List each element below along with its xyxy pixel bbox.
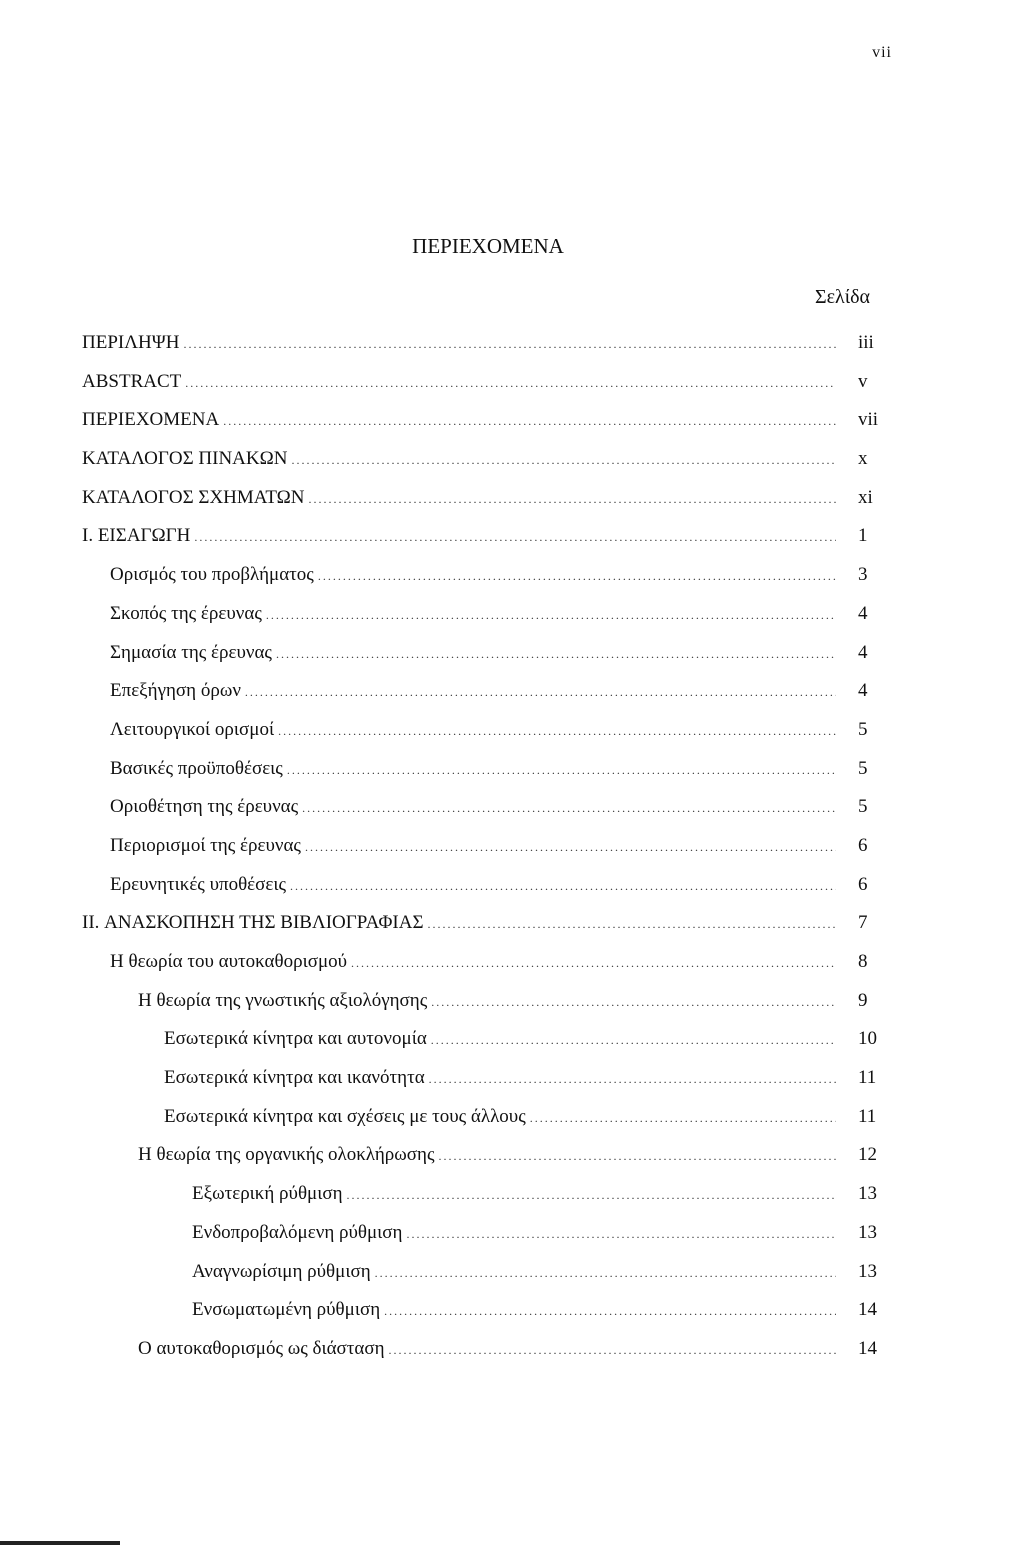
dot-leader (530, 1112, 836, 1124)
toc-entry-row (82, 525, 914, 547)
toc-entry-page: 4 (858, 680, 868, 702)
toc-entry (0, 595, 1024, 634)
toc-entry-row (138, 1338, 914, 1360)
toc-entry (0, 1020, 1024, 1059)
dot-leader (245, 686, 836, 698)
toc-entry (0, 711, 1024, 750)
toc-entry-title: ΚΑΤΑΛΟΓΟΣ ΣΧΗΜΑΤΩΝ (82, 486, 305, 508)
toc-entry-page: 5 (858, 796, 868, 818)
toc-entry (0, 634, 1024, 673)
toc-entry-page: 11 (858, 1067, 877, 1089)
toc-entry-page: 4 (858, 602, 868, 624)
toc-entry-row (164, 1106, 914, 1128)
toc-entry-page: 14 (858, 1337, 877, 1359)
toc-entry-title: I. ΕΙΣΑΓΩΓΗ (82, 525, 191, 547)
toc-entry (0, 982, 1024, 1021)
toc-entry-page: 9 (858, 989, 868, 1011)
page-title-text: ΠΕΡΙΕΧΟΜΕΝΑ (412, 234, 564, 258)
toc-entry-row (138, 1144, 914, 1166)
toc-entry-row (164, 1028, 914, 1050)
toc-entry (0, 324, 1024, 363)
toc-entry-page: 4 (858, 641, 868, 663)
toc-entry (0, 440, 1024, 479)
toc-entry-page: 3 (858, 564, 868, 586)
toc-entry-title: Βασικές προϋποθέσεις (110, 757, 283, 779)
toc-entry (0, 401, 1024, 440)
toc-entry-title: Εσωτερικά κίνητρα και αυτονομία (164, 1028, 427, 1050)
dot-leader (266, 609, 836, 621)
toc-entry-page: 6 (858, 873, 868, 895)
toc-entry-row (110, 680, 914, 702)
dot-leader (431, 996, 836, 1008)
toc-entry-title: Ερευνητικές υποθέσεις (110, 873, 287, 895)
toc-entry-page: xi (858, 486, 873, 508)
toc-entry-title: ΠΕΡΙΕΧΟΜΕΝΑ (82, 409, 220, 431)
toc-entry-page: x (858, 448, 868, 470)
dot-leader (278, 725, 836, 737)
toc-entry-row (82, 409, 914, 431)
toc-entry-title: Επεξήγηση όρων (110, 680, 241, 702)
toc-entry (0, 363, 1024, 402)
toc-entry-title: ABSTRACT (82, 370, 182, 392)
toc-entry-page: 12 (858, 1144, 877, 1166)
bottom-edge-line (0, 1541, 120, 1545)
toc-entry-page: 10 (858, 1028, 877, 1050)
toc-entry-title: Σημασία της έρευνας (110, 641, 272, 663)
toc-entry-title: II. ΑΝΑΣΚΟΠΗΣΗ ΤΗΣ ΒΙΒΛΙΟΓΡΑΦΙΑΣ (82, 912, 424, 934)
dot-leader (287, 764, 836, 776)
toc-entry-title: Περιορισμοί της έρευνας (110, 834, 301, 856)
toc-entry (0, 479, 1024, 518)
toc-entry-row (82, 332, 914, 354)
dot-leader (305, 841, 836, 853)
toc-entry-page: iii (858, 332, 874, 353)
toc-entry-page: 13 (858, 1260, 877, 1282)
toc-entry-page: 8 (858, 951, 868, 972)
dot-leader (183, 338, 836, 350)
dot-leader (309, 493, 836, 505)
toc-entry-title: Η θεωρία του αυτοκαθορισμού (110, 951, 348, 972)
toc-entry-title: Οριοθέτηση της έρευνας (110, 796, 299, 818)
dot-leader (431, 1034, 836, 1046)
toc-entry (0, 1136, 1024, 1175)
dot-leader (194, 531, 836, 543)
toc-entry-row (138, 990, 914, 1012)
toc-entry-row (110, 758, 914, 780)
toc-entry (0, 517, 1024, 556)
toc-entry (0, 672, 1024, 711)
toc-entry-row (110, 874, 914, 896)
toc-entry (0, 943, 1024, 982)
toc-entry (0, 788, 1024, 827)
toc-entry-title: ΠΕΡΙΛΗΨΗ (82, 332, 180, 353)
dot-leader (347, 1189, 836, 1201)
dot-leader (406, 1228, 836, 1240)
toc-entry-row (82, 487, 914, 509)
toc-entry-page: 7 (858, 912, 868, 934)
toc-entry-row (110, 835, 914, 857)
toc-entry (0, 827, 1024, 866)
toc-entry-title: Σκοπός της έρευνας (110, 602, 262, 624)
dot-leader (291, 454, 836, 466)
toc-entry-page: vii (858, 409, 879, 431)
dot-leader (276, 648, 836, 660)
dot-leader (375, 1267, 836, 1279)
toc-entry (0, 1253, 1024, 1292)
toc-entry (0, 866, 1024, 905)
dot-leader (223, 415, 836, 427)
toc-entry-title: ΚΑΤΑΛΟΓΟΣ ΠΙΝΑΚΩΝ (82, 448, 288, 470)
toc-entry (0, 1175, 1024, 1214)
dot-leader (302, 802, 836, 814)
toc-entry-title: Εσωτερικά κίνητρα και ικανότητα (164, 1067, 425, 1089)
toc-entry-page: 5 (858, 757, 868, 779)
dot-leader (429, 1073, 836, 1085)
toc-entry-page: 13 (858, 1221, 877, 1243)
toc-entry-row (192, 1261, 914, 1283)
toc-entry-row (110, 719, 914, 741)
toc-entry-row (110, 603, 914, 625)
toc-entry-row (110, 642, 914, 664)
toc-entry-row (110, 564, 914, 586)
toc-entry (0, 556, 1024, 595)
toc-entry-page: 14 (858, 1299, 877, 1321)
dot-leader (318, 570, 836, 582)
toc-entry-page: 1 (858, 525, 868, 547)
table-of-contents (0, 324, 1024, 1369)
dot-leader (428, 918, 836, 930)
dot-leader (290, 880, 836, 892)
toc-entry-title: Ενδοπροβαλόμενη ρύθμιση (192, 1221, 403, 1243)
toc-entry-title: Εσωτερικά κίνητρα και σχέσεις με τους άλλους (164, 1105, 526, 1127)
toc-entry-row (82, 448, 914, 470)
toc-entry (0, 1291, 1024, 1330)
toc-entry-row (110, 951, 914, 973)
dot-leader (384, 1305, 836, 1317)
toc-entry-page: 13 (858, 1183, 877, 1205)
toc-entry-title: Η θεωρία της γνωστικής αξιολόγησης (138, 989, 428, 1011)
dot-leader (185, 377, 836, 389)
page-column-label: Σελίδα (814, 286, 870, 308)
toc-entry-row (164, 1067, 914, 1089)
toc-entry-row (82, 371, 914, 393)
toc-entry-row (192, 1183, 914, 1205)
toc-entry-title: Εξωτερική ρύθμιση (192, 1183, 343, 1205)
toc-entry (0, 904, 1024, 943)
toc-entry-row (110, 796, 914, 818)
toc-entry-title: Η θεωρία της οργανικής ολοκλήρωσης (138, 1144, 435, 1166)
page-number: vii (872, 44, 892, 61)
toc-entry-page: 11 (858, 1105, 877, 1127)
toc-entry-page: 5 (858, 718, 868, 740)
toc-entry (0, 750, 1024, 789)
toc-entry-row (192, 1222, 914, 1244)
toc-entry-title: Ο αυτοκαθορισμός ως διάσταση (138, 1337, 385, 1359)
toc-entry (0, 1330, 1024, 1369)
toc-entry-title: Ενσωματωμένη ρύθμιση (192, 1299, 381, 1321)
toc-entry-page: v (858, 370, 868, 392)
toc-entry (0, 1214, 1024, 1253)
toc-entry (0, 1098, 1024, 1137)
toc-entry-page: 6 (858, 834, 868, 856)
toc-entry-title: Ορισμός του προβλήματος (110, 564, 314, 586)
page-title (0, 234, 1024, 259)
toc-entry-row (192, 1299, 914, 1321)
toc-entry (0, 1059, 1024, 1098)
toc-entry-title: Αναγνωρίσιμη ρύθμιση (192, 1260, 371, 1282)
dot-leader (389, 1344, 836, 1356)
dot-leader (438, 1150, 836, 1162)
toc-entry-title: Λειτουργικοί ορισμοί (110, 718, 275, 740)
dot-leader (351, 957, 836, 969)
toc-entry-row (82, 912, 914, 934)
